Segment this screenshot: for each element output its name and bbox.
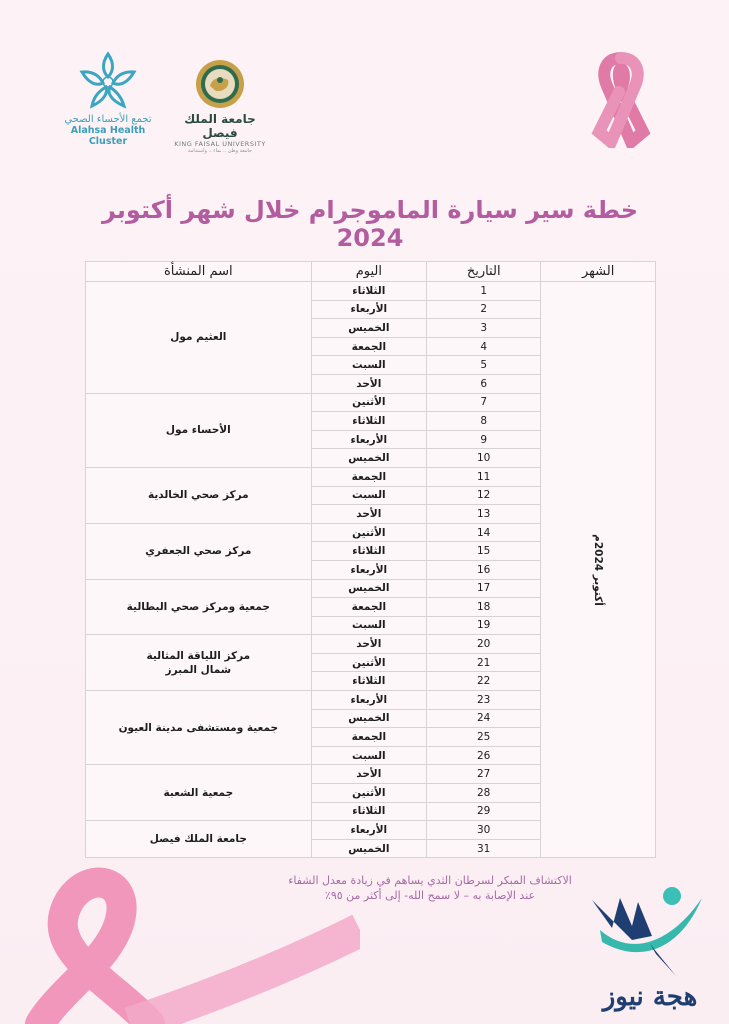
day-cell: الأحد	[311, 505, 426, 524]
date-cell: 28	[427, 784, 541, 803]
day-cell: الثلاثاء	[311, 282, 426, 301]
date-cell: 6	[427, 374, 541, 393]
date-cell: 20	[427, 635, 541, 654]
cluster-name-en: Alahsa Health Cluster	[70, 125, 146, 147]
day-cell: الأربعاء	[311, 300, 426, 319]
king-faisal-university-logo	[170, 58, 270, 154]
date-cell: 19	[427, 616, 541, 635]
facility-cell: مركز صحي الجعفري	[86, 523, 312, 579]
hajar-news-logo	[572, 880, 722, 1020]
day-cell: الثلاثاء	[311, 542, 426, 561]
date-cell: 29	[427, 802, 541, 821]
date-cell: 21	[427, 653, 541, 672]
day-cell: الأحد	[311, 765, 426, 784]
date-cell: 24	[427, 709, 541, 728]
day-cell: الأحد	[311, 374, 426, 393]
facility-cell: الأحساء مول	[86, 393, 312, 467]
day-cell: السبت	[311, 616, 426, 635]
day-cell: الجمعة	[311, 598, 426, 617]
bird-icon	[572, 880, 722, 1020]
facility-cell: مركز اللياقة المثالية شمال المبرز	[86, 635, 312, 691]
date-cell: 17	[427, 579, 541, 598]
footer-line-2: عند الإصابة به – لا سمح الله- إلى أكثر من ٩٥٪	[324, 889, 536, 902]
date-cell: 25	[427, 728, 541, 747]
pink-ribbon-large-icon	[0, 860, 360, 1024]
footer-line-1: الاكتشاف المبكر لسرطان الثدي يساهم في زيادة معدل الشفاء	[288, 874, 572, 887]
date-cell: 23	[427, 691, 541, 710]
day-cell: الجمعة	[311, 467, 426, 486]
day-cell: الأربعاء	[311, 430, 426, 449]
day-cell: السبت	[311, 746, 426, 765]
star-flower-icon	[77, 50, 139, 112]
cluster-name-ar: تجمع الأحساء الصحي	[64, 114, 152, 125]
header-facility: اسم المنشأة	[86, 262, 312, 282]
day-cell: الجمعة	[311, 728, 426, 747]
header-day: اليوم	[311, 262, 426, 282]
header-month: الشهر	[541, 262, 656, 282]
date-cell: 3	[427, 319, 541, 338]
university-name-en: KING FAISAL UNIVERSITY	[174, 140, 266, 148]
date-cell: 14	[427, 523, 541, 542]
table-row	[86, 282, 656, 301]
facility-cell: جمعية الشعبة	[86, 765, 312, 821]
schedule-table	[85, 261, 656, 858]
day-cell: الثلاثاء	[311, 412, 426, 431]
date-cell: 18	[427, 598, 541, 617]
day-cell: الخميس	[311, 579, 426, 598]
day-cell: الجمعة	[311, 337, 426, 356]
day-cell: الأربعاء	[311, 691, 426, 710]
day-cell: الخميس	[311, 319, 426, 338]
date-cell: 2	[427, 300, 541, 319]
news-logo-text: هجة نيوز	[602, 982, 698, 1012]
university-tagline: جامعة وطن .. نماء .. واستدامة	[188, 148, 252, 154]
date-cell: 31	[427, 839, 541, 858]
date-cell: 27	[427, 765, 541, 784]
date-cell: 11	[427, 467, 541, 486]
date-cell: 15	[427, 542, 541, 561]
date-cell: 5	[427, 356, 541, 375]
date-cell: 30	[427, 821, 541, 840]
date-cell: 16	[427, 560, 541, 579]
university-name-ar: جامعة الملك فيصل	[184, 112, 256, 140]
header-date: التاريخ	[427, 262, 541, 282]
day-cell: الخميس	[311, 709, 426, 728]
day-cell: السبت	[311, 356, 426, 375]
date-cell: 4	[427, 337, 541, 356]
page-title: خطة سير سيارة الماموجرام خلال شهر أكتوبر 2024	[101, 196, 639, 252]
university-seal-icon	[194, 58, 246, 110]
month-label: أكتوبر 2024م	[592, 533, 605, 606]
table-header-row	[86, 262, 656, 282]
date-cell: 10	[427, 449, 541, 468]
day-cell: الأثنين	[311, 653, 426, 672]
day-cell: الثلاثاء	[311, 672, 426, 691]
facility-cell: العثيم مول	[86, 282, 312, 394]
date-cell: 26	[427, 746, 541, 765]
date-cell: 7	[427, 393, 541, 412]
day-cell: الأربعاء	[311, 821, 426, 840]
month-cell	[541, 282, 656, 858]
date-cell: 22	[427, 672, 541, 691]
facility-cell: جمعية ومركز صحي البطالية	[86, 579, 312, 635]
alahsa-health-cluster-logo	[58, 50, 158, 150]
day-cell: الأربعاء	[311, 560, 426, 579]
facility-cell: مركز صحي الخالدية	[86, 467, 312, 523]
day-cell: الأثنين	[311, 393, 426, 412]
day-cell: الأثنين	[311, 784, 426, 803]
day-cell: السبت	[311, 486, 426, 505]
date-cell: 9	[427, 430, 541, 449]
date-cell: 1	[427, 282, 541, 301]
schedule-body	[86, 282, 656, 858]
date-cell: 8	[427, 412, 541, 431]
day-cell: الأحد	[311, 635, 426, 654]
pink-ribbon-icon	[585, 52, 657, 148]
facility-cell: جامعة الملك فيصل	[86, 821, 312, 858]
day-cell: الأثنين	[311, 523, 426, 542]
day-cell: الثلاثاء	[311, 802, 426, 821]
day-cell: الخميس	[311, 839, 426, 858]
date-cell: 12	[427, 486, 541, 505]
day-cell: الخميس	[311, 449, 426, 468]
date-cell: 13	[427, 505, 541, 524]
facility-cell: جمعية ومستشفى مدينة العيون	[86, 691, 312, 765]
